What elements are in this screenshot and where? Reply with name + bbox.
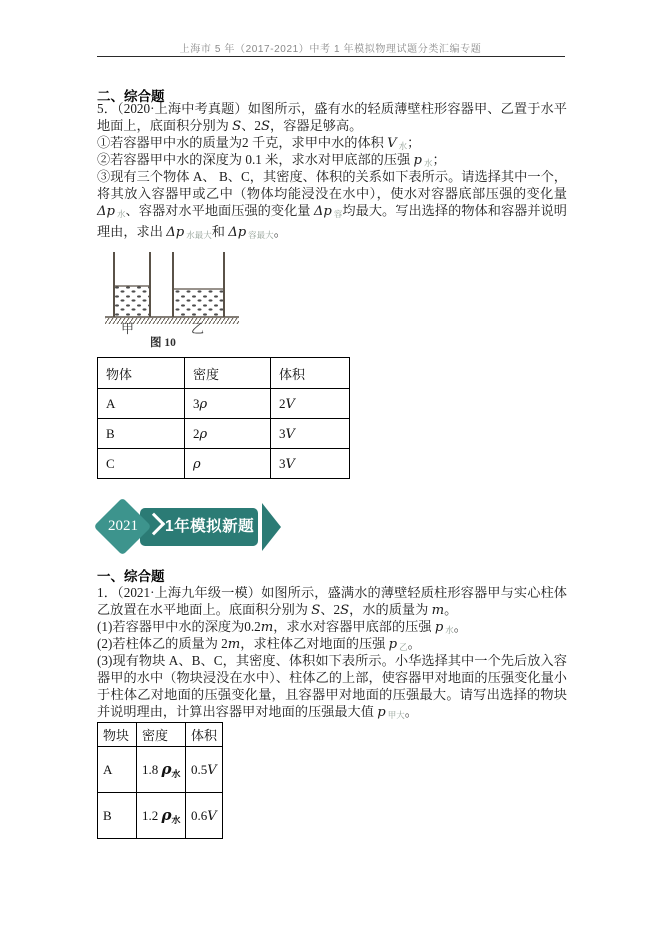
blocks-table-2021 xyxy=(97,722,223,839)
beaker-yi xyxy=(172,252,225,317)
table-cell: A xyxy=(98,747,137,793)
beakers-figure xyxy=(103,249,243,327)
objects-table-2020 xyxy=(97,357,350,479)
table-row xyxy=(98,449,350,479)
column-header: 密度 xyxy=(185,358,271,389)
table-cell: 3V xyxy=(271,419,350,449)
section-heading-2021: 一、综合题 xyxy=(97,569,165,584)
table-row xyxy=(98,747,223,793)
column-header: 体积 xyxy=(271,358,350,389)
question5-part1: ①若容器甲中水的质量为2 千克，求甲中水的体积 V 水； xyxy=(97,135,421,151)
table-cell: B xyxy=(98,419,185,449)
table-row xyxy=(98,419,350,449)
table-cell: C xyxy=(98,449,185,479)
table-header-row xyxy=(98,723,223,747)
question1-intro: 1．（2021·上海九年级一模）如图所示，盛满水的薄壁轻质柱形容器甲与实心柱体乙放置在水平地面上。底面积分别为 S、2S，水的质量为 m。 xyxy=(97,585,567,618)
question5-part3: ③现有三个物体 A、 B、C，其密度、体积的关系如下表所示。请选择其中一个，将其放入容器甲或乙中（物体均能浸没在水中），使水对容器底部压强的变化量 Δp 水、容器对水平地面压强的变化量 Δp 容均最大。写出选择的物体和容器并说明理由，求出 Δp 水最大和 Δp 容最大。 xyxy=(97,169,567,240)
water-yi xyxy=(174,289,223,317)
figure-label-jia: 甲 xyxy=(121,321,135,336)
table-cell: 1.2 $\rho_水$ xyxy=(137,793,186,839)
table-cell: 0.6V xyxy=(186,793,223,839)
table-cell: 1.8 $\rho_水$ xyxy=(137,747,186,793)
column-header: 体积 xyxy=(186,723,223,747)
question5-part2: ②若容器甲中水的深度为 0.1 米，求水对甲底部的压强 p 水； xyxy=(97,152,446,168)
table-cell: 3V xyxy=(271,449,350,479)
question1-part2: (2)若柱体乙的质量为 2m，求柱体乙对地面的压强 p 乙。 xyxy=(97,636,421,652)
table-cell: A xyxy=(98,389,185,419)
table-row xyxy=(98,793,223,839)
table-cell: ρ xyxy=(185,449,271,479)
table-cell: B xyxy=(98,793,137,839)
table-cell: 2ρ xyxy=(185,419,271,449)
table-cell: 3ρ xyxy=(185,389,271,419)
column-header: 密度 xyxy=(137,723,186,747)
table-cell: 0.5V xyxy=(186,747,223,793)
column-header: 物块 xyxy=(98,723,137,747)
figure-label-yi: 乙 xyxy=(191,321,205,336)
banner-year: 2021 xyxy=(108,518,138,534)
question1-part1: (1)若容器甲中水的深度为0.2m，求水对容器甲底部的压强 p 水。 xyxy=(97,619,467,635)
column-header: 物体 xyxy=(98,358,185,389)
banner-label: 1年模拟新题 xyxy=(165,518,255,535)
section-heading-2020: 二、综合题 xyxy=(97,89,165,104)
header-divider xyxy=(97,56,565,57)
figure-caption: 图 10 xyxy=(150,337,176,349)
table-header-row xyxy=(98,358,350,389)
page-header-title: 上海市 5 年（2017-2021）中考 1 年模拟物理试题分类汇编专题 xyxy=(179,44,482,55)
table-row xyxy=(98,389,350,419)
question5-intro: 5．（2020·上海中考真题）如图所示，盛有水的轻质薄壁柱形容器甲、乙置于水平地面上，底面积分别为 S、2S，容器足够高。 xyxy=(97,101,567,134)
water-jia xyxy=(115,286,149,317)
beaker-jia xyxy=(113,252,151,317)
year-banner xyxy=(93,497,293,557)
table-cell: 2V xyxy=(271,389,350,419)
question1-part3: (3)现有物块 A、B、C，其密度、体积如下表所示。小华选择其中一个先后放入容器甲的水中（物块浸没在水中）、柱体乙的上部，使容器甲对地面的压强变化量小于柱体乙对地面的压强变化量，且容器甲对地面的压强最大。请写出选择的物块并说明理由，计算出容器甲对地面的压强最大值 p 甲大。 xyxy=(97,653,567,720)
